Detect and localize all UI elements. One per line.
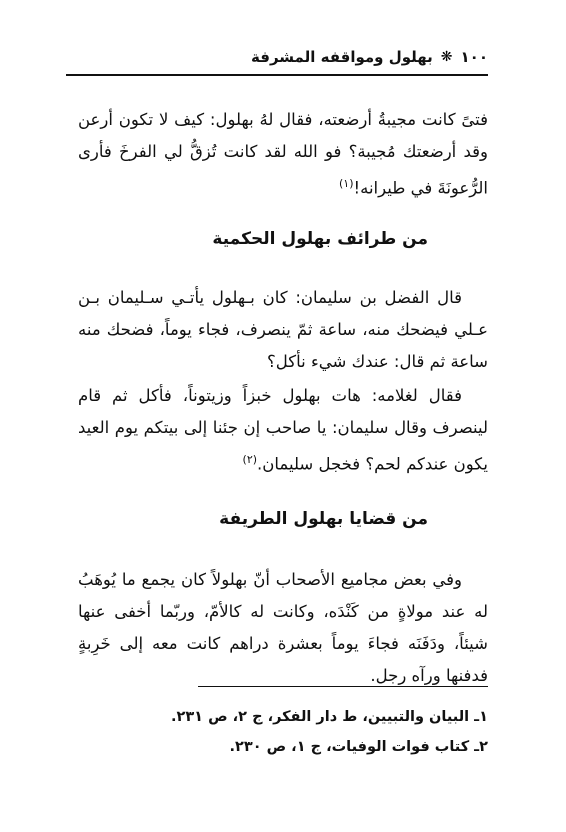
footnote-divider — [198, 686, 488, 687]
paragraph-1 — [78, 104, 488, 205]
paragraph-2: قال الفضل بن سليمان: كان بـهلول يأتـي سـليمان بـن عـلي فيضحك منه، ساعة ثمّ ينصرف، فجاء يوماً، فضحك منه ساعة ثم قال: عندك شيء نأكل؟ — [78, 288, 488, 371]
paragraph-3-text: فقال لغلامه: هات بهلول خبزاً وزيتوناً، فأكل ثم قام لينصرف وقال سليمان: يا صاحب إن جئنا إلى بيتكم يوم العيد يكون عندكم لحم؟ فخجل سليمان. — [78, 386, 488, 474]
header-divider — [66, 74, 488, 76]
page-number: ١٠٠ — [460, 48, 488, 66]
running-header — [78, 44, 488, 70]
running-title: بهلول ومواقفه المشرفة — [251, 48, 433, 66]
footnote-ref-1: (١) — [338, 177, 354, 190]
flower-ornament-icon: ❋ — [440, 49, 453, 65]
footnote-1: ١ـ البيان والتبيين، ط دار الفكر، ج ٢، ص ٢٣١. — [170, 709, 488, 725]
paragraph-4: وفي بعض مجاميع الأصحاب أنّ بهلولاً كان يجمع ما يُوهَبُ له عند مولاةٍ من كَنْدَه، وكانت له كالأمّ، وربّما أخفى عنها شيئاً، ودَفَنَه فجاءَ يوماً بعشرة دراهم كانت معه إلى خَرِبةٍ فدفنها ورآه رجل. — [78, 570, 488, 685]
footnote-2: ٢ـ كتاب فوات الوفيات، ج ١، ص ٢٣٠. — [229, 739, 488, 755]
paragraph-3 — [78, 380, 488, 481]
paragraph-1-text: فتىً كانت مجيبةُ أرضعته، فقال لهُ بهلول: كيف لا تكون أرعن وقد أرضعتك مُجيبة؟ فو الله لقد كانت تُزقُّ لي الفرخَ فأرى الرُّعونَةَ في طيرانه! — [78, 110, 488, 198]
section-heading-2: من قضايا بهلول الطريفة — [219, 509, 428, 529]
section-heading-1: من طرائف بهلول الحكمية — [212, 229, 428, 249]
footnote-ref-2: (٢) — [242, 453, 258, 466]
footnotes — [78, 702, 488, 762]
